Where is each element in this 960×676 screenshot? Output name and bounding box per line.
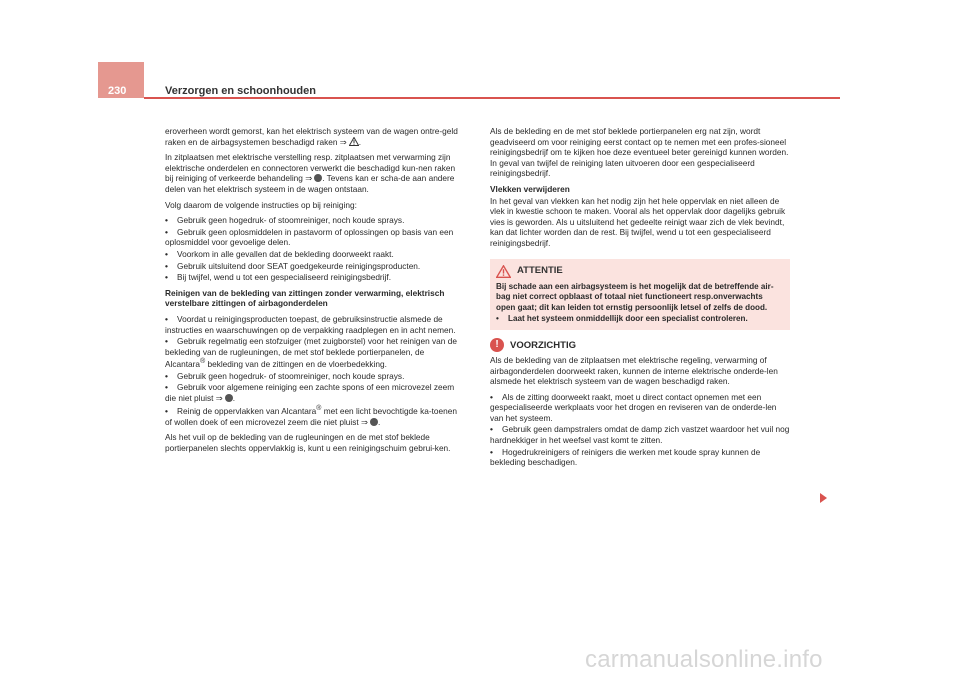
list-item: • Hogedrukreinigers of reinigers die werken met koude spray kunnen de bekleding beschadigen. <box>490 446 761 468</box>
header-rule <box>144 97 840 99</box>
caution-title: VOORZICHTIG <box>510 340 576 352</box>
list-item: • Gebruik geen dampstralers omdat de damp zich vastzet waardoor het vuil nog hardnekkiger in het weefsel vast komt te zitten. <box>490 424 790 446</box>
paragraph: In het geval van vlekken kan het nodig zijn het hele oppervlak en niet alleen de vlek in kwestie schoon te maken. Vooral als het oppervlak door dagelijks gebruik vies is geworden. Als u uitsluitend het gedeelte reinigt waar zich de vlek bevindt, kan dat lichter worden dan de rest. Bij twijfel, wend u tot een gespecialiseerd reinigingsbedrijf. <box>490 195 786 248</box>
right-column <box>490 126 790 469</box>
attention-box <box>490 259 790 330</box>
list-item: • Als de zitting doorweekt raakt, moet u direct contact opnemen met een gespecialiseerde werkplaats voor het drogen en reviseren van de onderde-len van het systeem. <box>490 391 777 423</box>
list-item: • Gebruik geen hogedruk- of stoomreiniger, noch koude sprays. <box>165 215 405 226</box>
paragraph: In zitplaatsen met elektrische verstelling resp. zitplaatsen met verwarming zijn elektrische onderdelen en connectoren verwerkt die beschadigd kun-nen raken bij reiniging of verkeerde behandeling ⇒ . Tevens kan er scha-de aan andere delen van het elektrisch systeem in de wagen ontstaan. <box>165 152 456 194</box>
section-title: Verzorgen en schoonhouden <box>165 85 316 97</box>
left-column <box>165 126 465 459</box>
caution-exclamation-icon: ! <box>490 338 504 352</box>
attention-body: Bij schade aan een airbagsysteem is het mogelijk dat de betreffende air-bag niet correct opblaast of totaal niet functioneert resp.onverwachts open gaat; dit kan leiden tot ernstig persoonlijk letsel of zelfs de dood. • Laat het systeem onmiddellijk door een specialist controleren. <box>490 282 790 325</box>
paragraph: Volg daarom de volgende instructies op bij reiniging: <box>165 199 357 210</box>
caution-header <box>490 338 790 352</box>
page-number: 230 <box>98 62 144 98</box>
paragraph: Als het vuil op de bekleding van de rugleuningen en de met stof beklede portierpanelen slechts oppervlakkig is, kunt u een reinigingschuim gebrui-ken. <box>165 432 451 453</box>
attention-header <box>490 259 790 282</box>
list-item: • Voorkom in alle gevallen dat de bekleding doorweekt raakt. <box>165 248 394 259</box>
next-page-arrow-icon <box>820 493 827 503</box>
paragraph: eroverheen wordt gemorst, kan het elektrisch systeem van de wagen ontre-geld raken en de airbagsystemen beschadigd raken ⇒ . <box>165 126 458 147</box>
caution-circle-icon <box>370 418 378 426</box>
caution-circle-icon <box>225 394 233 402</box>
list-item: • Gebruik uitsluitend door SEAT goedgekeurde reinigingsproducten. <box>165 260 421 271</box>
list-item: • Gebruik geen oplosmiddelen in pastavorm of oplossingen op basis van een oplosmiddel voor gevoelige delen. <box>165 226 454 248</box>
list-item: • Reinig de oppervlakken van Alcantara® met een licht bevochtigde ka-toenen of wollen doek of een microvezel zeem die niet pluist ⇒ . <box>165 405 457 427</box>
caution-circle-icon <box>314 174 322 182</box>
list-item: • Gebruik regelmatig een stofzuiger (met zuigborstel) voor het reinigen van de bekleding van de rugleuningen, de met stof beklede portierpanelen, de Alcantara® bekleding van de zittingen en de vloerbedekking. <box>165 336 457 370</box>
warning-triangle-icon <box>496 265 511 278</box>
list-item: • Laat het systeem onmiddellijk door een specialist controleren. <box>496 314 748 324</box>
paragraph: Als de bekleding en de met stof beklede portierpanelen erg nat zijn, wordt geadviseerd om voor reiniging eerst contact op te nemen met een profes-sioneel reinigingsbedrijf om te kijken hoe deze eventueel beter gereinigd kunnen worden. In geval van twijfel de reiniging laten uitvoeren door een gespecialiseerd reinigingsbedrijf. <box>490 126 789 179</box>
list-item: • Gebruik voor algemene reiniging een zachte spons of een microvezel zeem die niet pluist ⇒ . <box>165 382 455 403</box>
watermark: carmanualsonline.info <box>585 646 823 673</box>
warning-triangle-icon <box>349 137 359 146</box>
list-item: • Gebruik geen hogedruk- of stoomreiniger, noch koude sprays. <box>165 370 405 381</box>
subheading: Vlekken verwijderen <box>490 183 570 194</box>
attention-title: ATTENTIE <box>517 264 563 276</box>
subheading: Reinigen van de bekleding van zittingen zonder verwarming, elektrisch verstelbare zittingen of airbagonderdelen <box>165 287 445 309</box>
list-item: • Bij twijfel, wend u tot een gespecialiseerd reinigingsbedrijf. <box>165 272 391 283</box>
list-item: • Voordat u reinigingsproducten toepast, de gebruiksinstructie alsmede de instructies en waarschuwingen op de verpakking raadplegen en in acht nemen. <box>165 313 456 335</box>
paragraph: Als de bekleding van de zitplaatsen met elektrische regeling, verwarming of airbagonderdelen doorweekt raken, kunnen de interne elektrische onderde-len alsmede het elektrisch systeem van de wagen beschadigd raken. <box>490 354 778 387</box>
